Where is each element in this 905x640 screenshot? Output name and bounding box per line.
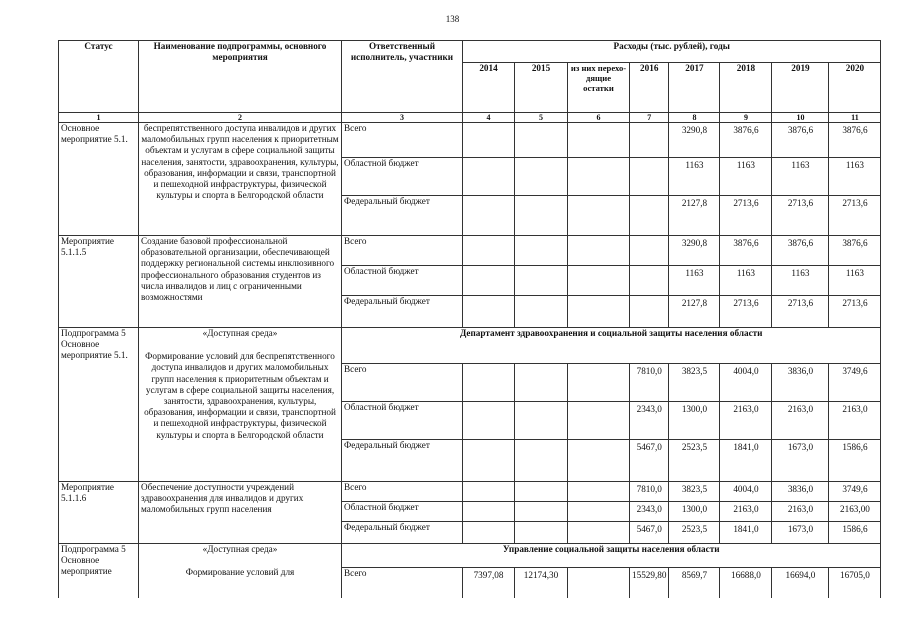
row-label: Всего [342,482,463,502]
value-cell: 16705,0 [829,568,881,598]
value-cell: 5467,0 [630,522,669,544]
value-cell: 3749,6 [829,482,881,502]
row-label: Областной бюджет [342,402,463,440]
value-cell: 3876,6 [720,236,772,266]
value-cell: 2127,8 [669,196,720,236]
value-cell [568,158,630,196]
value-cell: 2163,0 [772,402,829,440]
subprogram-label: Подпрограмма 5 [61,544,126,554]
value-cell [515,402,568,440]
col-number: 9 [720,113,772,123]
col-number: 11 [829,113,881,123]
value-cell: 4004,0 [720,482,772,502]
value-cell: 1300,0 [669,402,720,440]
col-number: 8 [669,113,720,123]
value-cell [630,196,669,236]
value-cell: 2163,00 [829,502,881,522]
value-cell: 1163 [720,158,772,196]
value-cell [568,123,630,158]
value-cell: 2713,6 [772,296,829,328]
department-header: Управление социальной защиты населения области [342,544,881,568]
value-cell [568,568,630,598]
main-activity-label: Основное мероприятие 5.1. [61,339,128,361]
row-label: Областной бюджет [342,158,463,196]
row-label: Областной бюджет [342,266,463,296]
value-cell [515,196,568,236]
value-cell [463,522,515,544]
value-cell [630,266,669,296]
value-cell [568,440,630,482]
value-cell: 16688,0 [720,568,772,598]
row-label: Всего [342,123,463,158]
value-cell [630,236,669,266]
value-cell: 2127,8 [669,296,720,328]
header-year: 2019 [772,63,829,113]
row-label: Областной бюджет [342,502,463,522]
value-cell: 3876,6 [772,123,829,158]
value-cell: 1673,0 [772,440,829,482]
value-cell [463,196,515,236]
value-cell [515,158,568,196]
row-status: Основное мероприятие 5.1. [59,123,139,236]
col-number: 2 [139,113,342,123]
value-cell: 5467,0 [630,440,669,482]
value-cell: 2163,0 [772,502,829,522]
value-cell: 2523,5 [669,522,720,544]
value-cell [515,482,568,502]
value-cell [568,196,630,236]
value-cell [463,123,515,158]
value-cell: 1300,0 [669,502,720,522]
col-number: 3 [342,113,463,123]
department-header: Департамент здравоохранения и социальной защиты населения области [342,328,881,364]
row-label: Федеральный бюджет [342,440,463,482]
col-number: 5 [515,113,568,123]
row-label: Всего [342,568,463,598]
row-status: Мероприятие 5.1.1.5 [59,236,139,328]
row-name [139,544,342,598]
row-label: Федеральный бюджет [342,196,463,236]
row-label: Всего [342,364,463,402]
value-cell: 2163,0 [829,402,881,440]
row-name: беспрепятственного доступа инвалидов и других маломобильных групп населения к приоритетным объектам и услугам в сфере социальной защиты населения, занятости, здравоохранения, культуры, образования, информации и связи, транспортной и пешеходной инфраструктуры, физической культуры и спорта в Белгородской области [139,123,342,236]
row-status: Мероприятие 5.1.1.6 [59,482,139,544]
header-year: 2014 [463,63,515,113]
value-cell: 4004,0 [720,364,772,402]
value-cell: 7810,0 [630,364,669,402]
subprogram-title: «Доступная среда» [202,544,278,554]
value-cell [630,158,669,196]
value-cell: 2163,0 [720,402,772,440]
value-cell [568,522,630,544]
value-cell: 2713,6 [829,296,881,328]
value-cell: 3836,0 [772,482,829,502]
row-name [139,328,342,482]
main-activity-label: Основное мероприятие [61,555,112,577]
value-cell: 1163 [772,266,829,296]
header-expenses: Расходы (тыс. рублей), годы [463,41,881,63]
header-name: Наименование подпрограммы, основного мероприятия [139,41,342,113]
row-label: Всего [342,236,463,266]
value-cell: 2713,6 [829,196,881,236]
value-cell [515,502,568,522]
col-number: 10 [772,113,829,123]
value-cell: 16694,0 [772,568,829,598]
value-cell: 1163 [720,266,772,296]
value-cell: 12174,30 [515,568,568,598]
value-cell: 1163 [669,266,720,296]
row-label: Федеральный бюджет [342,296,463,328]
value-cell: 1163 [669,158,720,196]
header-year: 2020 [829,63,881,113]
value-cell [515,266,568,296]
value-cell [463,266,515,296]
header-transfer: из них перехо-дящие остатки [568,63,630,113]
value-cell: 3836,0 [772,364,829,402]
value-cell: 3876,6 [772,236,829,266]
value-cell [568,364,630,402]
value-cell: 2343,0 [630,502,669,522]
value-cell: 1163 [772,158,829,196]
value-cell [568,296,630,328]
value-cell [568,266,630,296]
value-cell: 1673,0 [772,522,829,544]
col-number: 6 [568,113,630,123]
header-year: 2015 [515,63,568,113]
row-label: Федеральный бюджет [342,522,463,544]
value-cell: 7810,0 [630,482,669,502]
subprogram-label: Подпрограмма 5 [61,328,126,338]
value-cell [630,296,669,328]
value-cell: 2713,6 [772,196,829,236]
value-cell [463,502,515,522]
header-year: 2016 [630,63,669,113]
value-cell: 1586,6 [829,440,881,482]
budget-table [58,40,881,598]
value-cell: 3290,8 [669,123,720,158]
value-cell: 1841,0 [720,522,772,544]
col-number: 1 [59,113,139,123]
value-cell: 3749,6 [829,364,881,402]
value-cell: 7397,08 [463,568,515,598]
row-name: Обеспечение доступности учреждений здравоохранения для инвалидов и других маломобильных групп населения [139,482,342,544]
value-cell [463,402,515,440]
value-cell [463,440,515,482]
value-cell: 3876,6 [829,123,881,158]
value-cell: 1841,0 [720,440,772,482]
value-cell [568,236,630,266]
col-number: 4 [463,113,515,123]
value-cell: 2523,5 [669,440,720,482]
value-cell [630,123,669,158]
page-number: 138 [445,14,460,24]
value-cell [463,296,515,328]
value-cell: 3876,6 [720,123,772,158]
value-cell [463,236,515,266]
value-cell: 3290,8 [669,236,720,266]
activity-description: Формирование условий для беспрепятственного доступа инвалидов и других маломобильных групп населения к приоритетным объектам и услугам в сфере социальной защиты населения, занятости, здравоохранения, культуры, образования, информации и связи, транспортной и пешеходной инфраструктуры, физической культуры и спорта в Белгородской области [144,351,336,440]
header-year: 2017 [669,63,720,113]
value-cell: 3823,5 [669,482,720,502]
value-cell [515,522,568,544]
value-cell [463,364,515,402]
row-name: Создание базовой профессиональной образовательной организации, обеспечивающей поддержку региональной системы инклюзивного профессионального образования студентов из числа инвалидов и лиц с ограниченными возможностями [139,236,342,328]
value-cell: 2713,6 [720,296,772,328]
value-cell [463,158,515,196]
value-cell: 8569,7 [669,568,720,598]
value-cell: 3823,5 [669,364,720,402]
header-responsible: Ответственный исполнитель, участники [342,41,463,113]
value-cell: 15529,80 [630,568,669,598]
activity-description: Формирование условий для [185,567,295,578]
header-status: Статус [59,41,139,113]
value-cell [515,364,568,402]
value-cell [515,123,568,158]
value-cell [568,482,630,502]
value-cell [515,440,568,482]
value-cell [463,482,515,502]
col-number: 7 [630,113,669,123]
row-status [59,328,139,482]
subprogram-title: «Доступная среда» [202,328,278,338]
value-cell: 2163,0 [720,502,772,522]
header-year: 2018 [720,63,772,113]
value-cell: 1163 [829,266,881,296]
value-cell [568,402,630,440]
value-cell: 2343,0 [630,402,669,440]
value-cell [568,502,630,522]
value-cell: 1586,6 [829,522,881,544]
value-cell: 3876,6 [829,236,881,266]
value-cell [515,296,568,328]
value-cell: 2713,6 [720,196,772,236]
value-cell: 1163 [829,158,881,196]
value-cell [515,236,568,266]
row-status [59,544,139,598]
